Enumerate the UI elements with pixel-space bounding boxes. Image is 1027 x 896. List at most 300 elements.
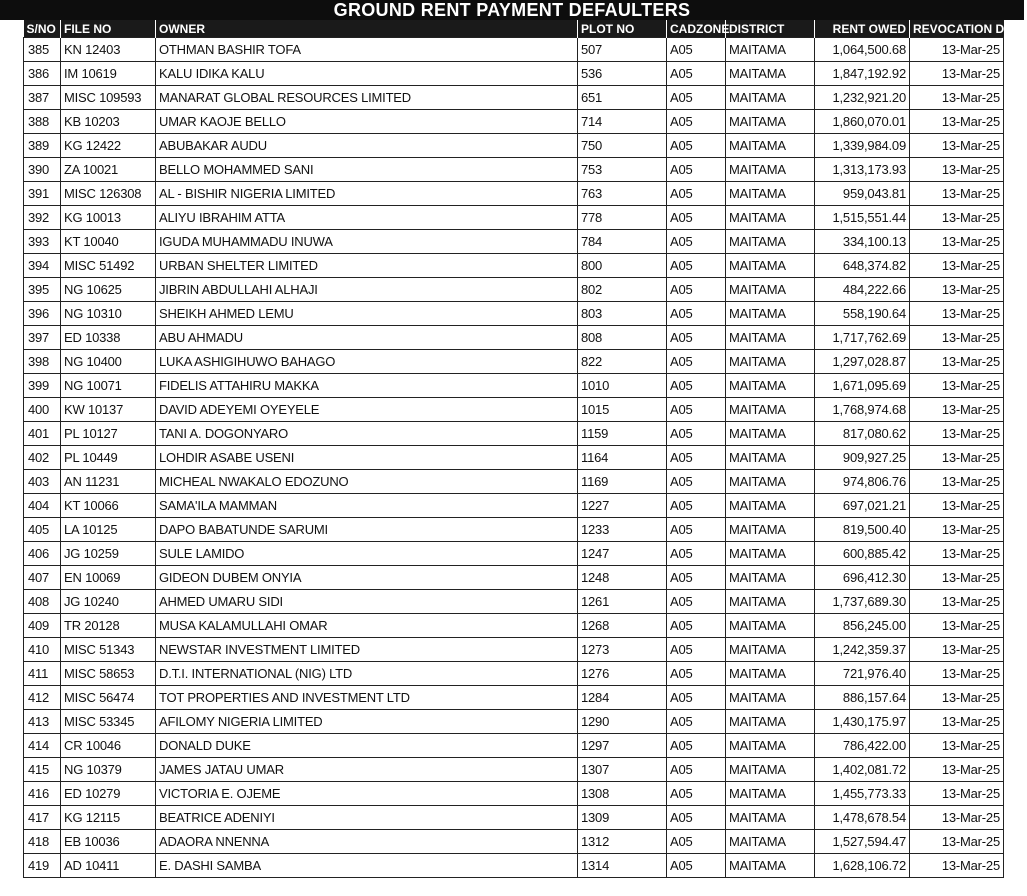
column-header-file-no: FILE NO xyxy=(61,20,156,38)
cell-revocation-date: 13-Mar-25 xyxy=(910,374,1004,398)
cell-rent-owed: 648,374.82 xyxy=(815,254,910,278)
cell-owner: LOHDIR ASABE USENI xyxy=(156,446,578,470)
cell-cadzone: A05 xyxy=(667,686,726,710)
table-row xyxy=(24,158,1004,182)
cell-file-no: NG 10625 xyxy=(61,278,156,302)
cell-owner: MICHEAL NWAKALO EDOZUNO xyxy=(156,470,578,494)
cell-owner: ALIYU IBRAHIM ATTA xyxy=(156,206,578,230)
cell-cadzone: A05 xyxy=(667,590,726,614)
cell-file-no: MISC 109593 xyxy=(61,86,156,110)
cell-plot-no: 784 xyxy=(578,230,667,254)
cell-cadzone: A05 xyxy=(667,86,726,110)
table-row xyxy=(24,638,1004,662)
cell-file-no: KG 10013 xyxy=(61,206,156,230)
cell-plot-no: 1010 xyxy=(578,374,667,398)
table-row xyxy=(24,38,1004,62)
cell-rent-owed: 909,927.25 xyxy=(815,446,910,470)
cell-owner: MUSA KALAMULLAHI OMAR xyxy=(156,614,578,638)
cell-plot-no: 1273 xyxy=(578,638,667,662)
cell-revocation-date: 13-Mar-25 xyxy=(910,494,1004,518)
cell-sno: 392 xyxy=(24,206,61,230)
cell-file-no: CR 10046 xyxy=(61,734,156,758)
cell-owner: E. DASHI SAMBA xyxy=(156,854,578,878)
table-row xyxy=(24,686,1004,710)
cell-plot-no: 1159 xyxy=(578,422,667,446)
cell-plot-no: 1308 xyxy=(578,782,667,806)
table-row xyxy=(24,710,1004,734)
cell-plot-no: 802 xyxy=(578,278,667,302)
cell-owner: SAMA'ILA MAMMAN xyxy=(156,494,578,518)
cell-rent-owed: 1,402,081.72 xyxy=(815,758,910,782)
cell-district: MAITAMA xyxy=(726,518,815,542)
cell-owner: DAVID ADEYEMI OYEYELE xyxy=(156,398,578,422)
cell-revocation-date: 13-Mar-25 xyxy=(910,662,1004,686)
cell-sno: 395 xyxy=(24,278,61,302)
table-row xyxy=(24,446,1004,470)
cell-revocation-date: 13-Mar-25 xyxy=(910,806,1004,830)
cell-sno: 391 xyxy=(24,182,61,206)
cell-cadzone: A05 xyxy=(667,758,726,782)
table-row xyxy=(24,662,1004,686)
cell-rent-owed: 856,245.00 xyxy=(815,614,910,638)
cell-file-no: MISC 51343 xyxy=(61,638,156,662)
cell-plot-no: 753 xyxy=(578,158,667,182)
cell-sno: 394 xyxy=(24,254,61,278)
cell-file-no: ED 10338 xyxy=(61,326,156,350)
cell-rent-owed: 1,527,594.47 xyxy=(815,830,910,854)
cell-rent-owed: 1,515,551.44 xyxy=(815,206,910,230)
cell-cadzone: A05 xyxy=(667,230,726,254)
cell-rent-owed: 1,478,678.54 xyxy=(815,806,910,830)
cell-district: MAITAMA xyxy=(726,710,815,734)
cell-sno: 414 xyxy=(24,734,61,758)
cell-plot-no: 1015 xyxy=(578,398,667,422)
cell-file-no: PL 10449 xyxy=(61,446,156,470)
cell-file-no: LA 10125 xyxy=(61,518,156,542)
cell-plot-no: 808 xyxy=(578,326,667,350)
cell-file-no: NG 10310 xyxy=(61,302,156,326)
cell-owner: KALU IDIKA KALU xyxy=(156,62,578,86)
cell-plot-no: 1290 xyxy=(578,710,667,734)
table-row xyxy=(24,302,1004,326)
table-row xyxy=(24,206,1004,230)
cell-owner: LUKA ASHIGIHUWO BAHAGO xyxy=(156,350,578,374)
cell-district: MAITAMA xyxy=(726,302,815,326)
cell-plot-no: 1164 xyxy=(578,446,667,470)
defaulters-table xyxy=(23,20,1027,878)
cell-file-no: NG 10400 xyxy=(61,350,156,374)
cell-owner: NEWSTAR INVESTMENT LIMITED xyxy=(156,638,578,662)
cell-plot-no: 822 xyxy=(578,350,667,374)
cell-cadzone: A05 xyxy=(667,182,726,206)
cell-sno: 386 xyxy=(24,62,61,86)
cell-file-no: EN 10069 xyxy=(61,566,156,590)
cell-sno: 410 xyxy=(24,638,61,662)
table-row xyxy=(24,782,1004,806)
cell-plot-no: 1307 xyxy=(578,758,667,782)
cell-plot-no: 1268 xyxy=(578,614,667,638)
cell-revocation-date: 13-Mar-25 xyxy=(910,542,1004,566)
cell-plot-no: 1247 xyxy=(578,542,667,566)
cell-rent-owed: 1,671,095.69 xyxy=(815,374,910,398)
cell-rent-owed: 1,860,070.01 xyxy=(815,110,910,134)
cell-district: MAITAMA xyxy=(726,494,815,518)
table-row xyxy=(24,758,1004,782)
cell-file-no: MISC 56474 xyxy=(61,686,156,710)
cell-sno: 396 xyxy=(24,302,61,326)
cell-plot-no: 1248 xyxy=(578,566,667,590)
cell-owner: MANARAT GLOBAL RESOURCES LIMITED xyxy=(156,86,578,110)
cell-plot-no: 1309 xyxy=(578,806,667,830)
cell-owner: IGUDA MUHAMMADU INUWA xyxy=(156,230,578,254)
cell-revocation-date: 13-Mar-25 xyxy=(910,446,1004,470)
cell-rent-owed: 1,768,974.68 xyxy=(815,398,910,422)
cell-owner: DAPO BABATUNDE SARUMI xyxy=(156,518,578,542)
cell-rent-owed: 697,021.21 xyxy=(815,494,910,518)
cell-file-no: ED 10279 xyxy=(61,782,156,806)
table-row xyxy=(24,374,1004,398)
cell-plot-no: 750 xyxy=(578,134,667,158)
cell-file-no: KT 10040 xyxy=(61,230,156,254)
cell-plot-no: 1312 xyxy=(578,830,667,854)
cell-cadzone: A05 xyxy=(667,542,726,566)
cell-cadzone: A05 xyxy=(667,470,726,494)
cell-cadzone: A05 xyxy=(667,494,726,518)
cell-rent-owed: 1,339,984.09 xyxy=(815,134,910,158)
cell-district: MAITAMA xyxy=(726,638,815,662)
cell-plot-no: 803 xyxy=(578,302,667,326)
cell-file-no: ZA 10021 xyxy=(61,158,156,182)
table-row xyxy=(24,62,1004,86)
cell-file-no: KB 10203 xyxy=(61,110,156,134)
cell-cadzone: A05 xyxy=(667,854,726,878)
cell-revocation-date: 13-Mar-25 xyxy=(910,470,1004,494)
cell-revocation-date: 13-Mar-25 xyxy=(910,182,1004,206)
cell-file-no: MISC 126308 xyxy=(61,182,156,206)
column-header-rent-owed: RENT OWED xyxy=(815,20,910,38)
cell-cadzone: A05 xyxy=(667,110,726,134)
cell-rent-owed: 600,885.42 xyxy=(815,542,910,566)
cell-district: MAITAMA xyxy=(726,254,815,278)
cell-district: MAITAMA xyxy=(726,326,815,350)
cell-revocation-date: 13-Mar-25 xyxy=(910,62,1004,86)
cell-district: MAITAMA xyxy=(726,830,815,854)
table-row xyxy=(24,326,1004,350)
cell-district: MAITAMA xyxy=(726,470,815,494)
cell-rent-owed: 1,313,173.93 xyxy=(815,158,910,182)
cell-district: MAITAMA xyxy=(726,62,815,86)
table-row xyxy=(24,422,1004,446)
cell-sno: 415 xyxy=(24,758,61,782)
cell-plot-no: 1233 xyxy=(578,518,667,542)
cell-file-no: KG 12422 xyxy=(61,134,156,158)
cell-plot-no: 1284 xyxy=(578,686,667,710)
table-header-row xyxy=(24,20,1004,38)
table-row xyxy=(24,350,1004,374)
cell-file-no: KN 12403 xyxy=(61,38,156,62)
cell-district: MAITAMA xyxy=(726,374,815,398)
cell-sno: 408 xyxy=(24,590,61,614)
cell-plot-no: 800 xyxy=(578,254,667,278)
cell-revocation-date: 13-Mar-25 xyxy=(910,326,1004,350)
cell-owner: VICTORIA E. OJEME xyxy=(156,782,578,806)
cell-sno: 402 xyxy=(24,446,61,470)
cell-district: MAITAMA xyxy=(726,854,815,878)
cell-sno: 411 xyxy=(24,662,61,686)
cell-revocation-date: 13-Mar-25 xyxy=(910,302,1004,326)
cell-plot-no: 1227 xyxy=(578,494,667,518)
table-row xyxy=(24,182,1004,206)
cell-file-no: KT 10066 xyxy=(61,494,156,518)
cell-cadzone: A05 xyxy=(667,422,726,446)
cell-plot-no: 507 xyxy=(578,38,667,62)
table-row xyxy=(24,518,1004,542)
cell-district: MAITAMA xyxy=(726,134,815,158)
cell-district: MAITAMA xyxy=(726,422,815,446)
cell-plot-no: 763 xyxy=(578,182,667,206)
cell-file-no: NG 10379 xyxy=(61,758,156,782)
cell-owner: JIBRIN ABDULLAHI ALHAJI xyxy=(156,278,578,302)
cell-cadzone: A05 xyxy=(667,278,726,302)
table-row xyxy=(24,806,1004,830)
cell-district: MAITAMA xyxy=(726,734,815,758)
cell-district: MAITAMA xyxy=(726,590,815,614)
cell-plot-no: 536 xyxy=(578,62,667,86)
table-row xyxy=(24,470,1004,494)
cell-plot-no: 778 xyxy=(578,206,667,230)
cell-cadzone: A05 xyxy=(667,662,726,686)
cell-rent-owed: 721,976.40 xyxy=(815,662,910,686)
cell-owner: OTHMAN BASHIR TOFA xyxy=(156,38,578,62)
cell-rent-owed: 1,717,762.69 xyxy=(815,326,910,350)
cell-file-no: PL 10127 xyxy=(61,422,156,446)
table-row xyxy=(24,734,1004,758)
cell-rent-owed: 1,737,689.30 xyxy=(815,590,910,614)
cell-revocation-date: 13-Mar-25 xyxy=(910,230,1004,254)
cell-district: MAITAMA xyxy=(726,686,815,710)
cell-district: MAITAMA xyxy=(726,662,815,686)
cell-district: MAITAMA xyxy=(726,206,815,230)
cell-file-no: EB 10036 xyxy=(61,830,156,854)
cell-owner: AL - BISHIR NIGERIA LIMITED xyxy=(156,182,578,206)
cell-rent-owed: 959,043.81 xyxy=(815,182,910,206)
cell-cadzone: A05 xyxy=(667,566,726,590)
cell-plot-no: 1276 xyxy=(578,662,667,686)
cell-owner: GIDEON DUBEM ONYIA xyxy=(156,566,578,590)
cell-revocation-date: 13-Mar-25 xyxy=(910,38,1004,62)
cell-revocation-date: 13-Mar-25 xyxy=(910,134,1004,158)
cell-sno: 390 xyxy=(24,158,61,182)
cell-cadzone: A05 xyxy=(667,614,726,638)
page-title: GROUND RENT PAYMENT DEFAULTERS xyxy=(0,0,1024,20)
cell-revocation-date: 13-Mar-25 xyxy=(910,254,1004,278)
cell-plot-no: 1314 xyxy=(578,854,667,878)
cell-plot-no: 1261 xyxy=(578,590,667,614)
cell-district: MAITAMA xyxy=(726,230,815,254)
cell-owner: BELLO MOHAMMED SANI xyxy=(156,158,578,182)
column-header-sno: S/NO xyxy=(24,20,61,38)
cell-plot-no: 714 xyxy=(578,110,667,134)
cell-file-no: MISC 58653 xyxy=(61,662,156,686)
cell-file-no: MISC 53345 xyxy=(61,710,156,734)
cell-rent-owed: 558,190.64 xyxy=(815,302,910,326)
cell-revocation-date: 13-Mar-25 xyxy=(910,566,1004,590)
cell-rent-owed: 974,806.76 xyxy=(815,470,910,494)
cell-file-no: KW 10137 xyxy=(61,398,156,422)
cell-owner: TANI A. DOGONYARO xyxy=(156,422,578,446)
cell-district: MAITAMA xyxy=(726,158,815,182)
column-header-owner: OWNER xyxy=(156,20,578,38)
cell-cadzone: A05 xyxy=(667,134,726,158)
cell-file-no: JG 10259 xyxy=(61,542,156,566)
cell-owner: URBAN SHELTER LIMITED xyxy=(156,254,578,278)
cell-revocation-date: 13-Mar-25 xyxy=(910,686,1004,710)
cell-cadzone: A05 xyxy=(667,62,726,86)
table-row xyxy=(24,854,1004,878)
cell-revocation-date: 13-Mar-25 xyxy=(910,590,1004,614)
cell-revocation-date: 13-Mar-25 xyxy=(910,830,1004,854)
cell-district: MAITAMA xyxy=(726,278,815,302)
cell-district: MAITAMA xyxy=(726,110,815,134)
cell-district: MAITAMA xyxy=(726,542,815,566)
cell-rent-owed: 1,242,359.37 xyxy=(815,638,910,662)
cell-cadzone: A05 xyxy=(667,806,726,830)
cell-rent-owed: 1,628,106.72 xyxy=(815,854,910,878)
cell-sno: 389 xyxy=(24,134,61,158)
cell-district: MAITAMA xyxy=(726,350,815,374)
cell-rent-owed: 484,222.66 xyxy=(815,278,910,302)
cell-revocation-date: 13-Mar-25 xyxy=(910,710,1004,734)
cell-district: MAITAMA xyxy=(726,614,815,638)
table-row xyxy=(24,566,1004,590)
cell-revocation-date: 13-Mar-25 xyxy=(910,782,1004,806)
cell-district: MAITAMA xyxy=(726,758,815,782)
cell-sno: 412 xyxy=(24,686,61,710)
cell-sno: 406 xyxy=(24,542,61,566)
cell-sno: 417 xyxy=(24,806,61,830)
cell-rent-owed: 1,455,773.33 xyxy=(815,782,910,806)
cell-revocation-date: 13-Mar-25 xyxy=(910,638,1004,662)
cell-revocation-date: 13-Mar-25 xyxy=(910,758,1004,782)
cell-owner: BEATRICE ADENIYI xyxy=(156,806,578,830)
cell-district: MAITAMA xyxy=(726,782,815,806)
cell-sno: 403 xyxy=(24,470,61,494)
cell-owner: JAMES JATAU UMAR xyxy=(156,758,578,782)
table-row xyxy=(24,278,1004,302)
cell-file-no: AN 11231 xyxy=(61,470,156,494)
cell-cadzone: A05 xyxy=(667,374,726,398)
cell-owner: ABU AHMADU xyxy=(156,326,578,350)
cell-district: MAITAMA xyxy=(726,566,815,590)
table-row xyxy=(24,542,1004,566)
cell-sno: 405 xyxy=(24,518,61,542)
column-header-cadzone: CADZONE xyxy=(667,20,726,38)
cell-revocation-date: 13-Mar-25 xyxy=(910,854,1004,878)
cell-sno: 393 xyxy=(24,230,61,254)
table-row xyxy=(24,230,1004,254)
cell-cadzone: A05 xyxy=(667,158,726,182)
cell-sno: 387 xyxy=(24,86,61,110)
table-row xyxy=(24,134,1004,158)
cell-file-no: AD 10411 xyxy=(61,854,156,878)
cell-sno: 401 xyxy=(24,422,61,446)
cell-owner: FIDELIS ATTAHIRU MAKKA xyxy=(156,374,578,398)
cell-cadzone: A05 xyxy=(667,518,726,542)
cell-rent-owed: 696,412.30 xyxy=(815,566,910,590)
cell-revocation-date: 13-Mar-25 xyxy=(910,398,1004,422)
column-header-plot-no: PLOT NO xyxy=(578,20,667,38)
cell-cadzone: A05 xyxy=(667,830,726,854)
cell-sno: 418 xyxy=(24,830,61,854)
cell-owner: AFILOMY NIGERIA LIMITED xyxy=(156,710,578,734)
cell-revocation-date: 13-Mar-25 xyxy=(910,734,1004,758)
cell-owner: D.T.I. INTERNATIONAL (NIG) LTD xyxy=(156,662,578,686)
cell-district: MAITAMA xyxy=(726,398,815,422)
cell-revocation-date: 13-Mar-25 xyxy=(910,350,1004,374)
cell-revocation-date: 13-Mar-25 xyxy=(910,206,1004,230)
table-row xyxy=(24,398,1004,422)
cell-owner: SHEIKH AHMED LEMU xyxy=(156,302,578,326)
cell-cadzone: A05 xyxy=(667,302,726,326)
cell-rent-owed: 334,100.13 xyxy=(815,230,910,254)
table-body xyxy=(24,38,1004,878)
cell-rent-owed: 1,847,192.92 xyxy=(815,62,910,86)
cell-sno: 398 xyxy=(24,350,61,374)
cell-owner: AHMED UMARU SIDI xyxy=(156,590,578,614)
table-row xyxy=(24,590,1004,614)
cell-file-no: IM 10619 xyxy=(61,62,156,86)
cell-cadzone: A05 xyxy=(667,398,726,422)
table-row xyxy=(24,86,1004,110)
cell-file-no: KG 12115 xyxy=(61,806,156,830)
cell-cadzone: A05 xyxy=(667,350,726,374)
cell-revocation-date: 13-Mar-25 xyxy=(910,158,1004,182)
cell-sno: 413 xyxy=(24,710,61,734)
cell-revocation-date: 13-Mar-25 xyxy=(910,278,1004,302)
cell-cadzone: A05 xyxy=(667,734,726,758)
cell-sno: 397 xyxy=(24,326,61,350)
cell-rent-owed: 886,157.64 xyxy=(815,686,910,710)
cell-owner: TOT PROPERTIES AND INVESTMENT LTD xyxy=(156,686,578,710)
cell-plot-no: 1297 xyxy=(578,734,667,758)
cell-file-no: TR 20128 xyxy=(61,614,156,638)
cell-cadzone: A05 xyxy=(667,710,726,734)
cell-file-no: JG 10240 xyxy=(61,590,156,614)
cell-cadzone: A05 xyxy=(667,446,726,470)
cell-owner: SULE LAMIDO xyxy=(156,542,578,566)
cell-sno: 404 xyxy=(24,494,61,518)
cell-revocation-date: 13-Mar-25 xyxy=(910,86,1004,110)
cell-rent-owed: 1,430,175.97 xyxy=(815,710,910,734)
cell-file-no: MISC 51492 xyxy=(61,254,156,278)
table-row xyxy=(24,614,1004,638)
cell-sno: 399 xyxy=(24,374,61,398)
cell-cadzone: A05 xyxy=(667,638,726,662)
cell-rent-owed: 819,500.40 xyxy=(815,518,910,542)
cell-plot-no: 1169 xyxy=(578,470,667,494)
cell-rent-owed: 817,080.62 xyxy=(815,422,910,446)
cell-cadzone: A05 xyxy=(667,782,726,806)
cell-sno: 419 xyxy=(24,854,61,878)
cell-owner: ABUBAKAR AUDU xyxy=(156,134,578,158)
cell-cadzone: A05 xyxy=(667,254,726,278)
cell-sno: 400 xyxy=(24,398,61,422)
column-header-district: DISTRICT xyxy=(726,20,815,38)
cell-sno: 385 xyxy=(24,38,61,62)
cell-sno: 416 xyxy=(24,782,61,806)
cell-cadzone: A05 xyxy=(667,206,726,230)
cell-district: MAITAMA xyxy=(726,182,815,206)
